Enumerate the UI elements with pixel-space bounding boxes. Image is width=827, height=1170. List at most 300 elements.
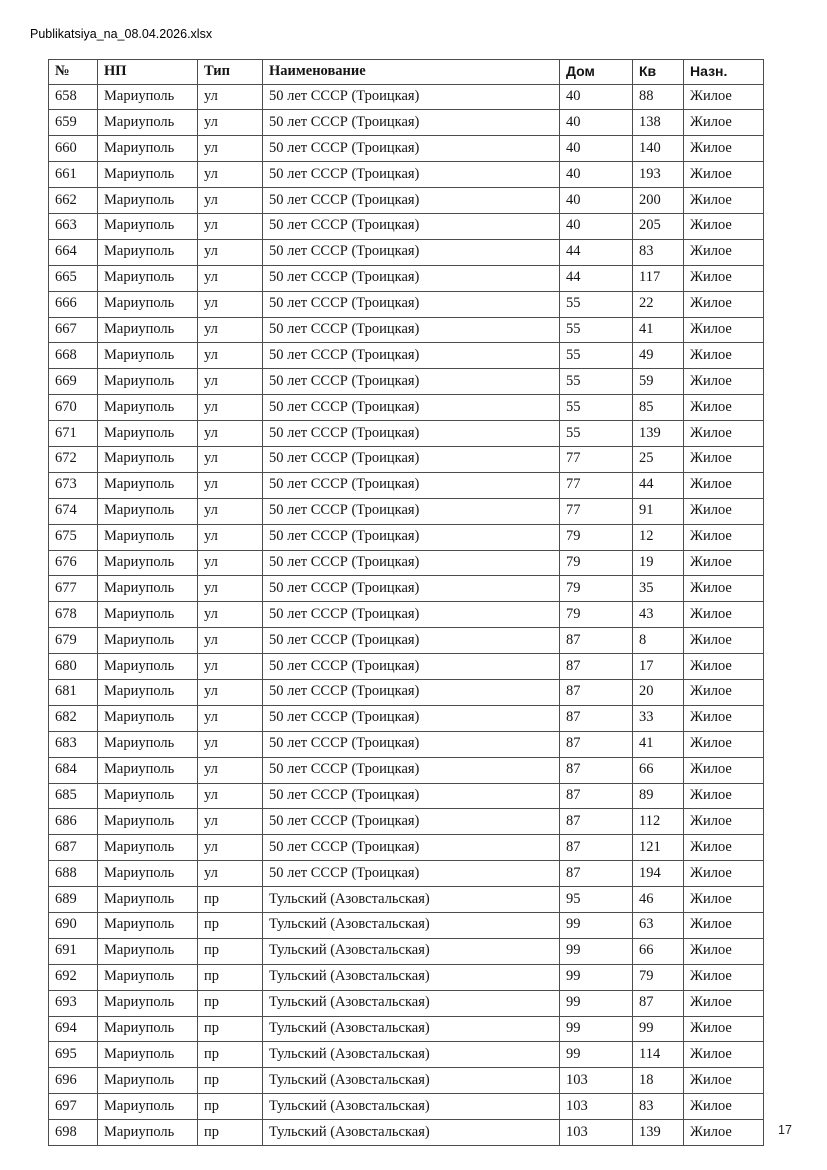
column-header-apt: Кв — [633, 60, 684, 85]
cell-name: 50 лет СССР (Троицкая) — [263, 291, 560, 317]
cell-purpose: Жилое — [684, 628, 764, 654]
cell-np: Мариуполь — [98, 524, 198, 550]
cell-house: 40 — [560, 213, 633, 239]
cell-apt: 194 — [633, 861, 684, 887]
cell-num: 686 — [49, 809, 98, 835]
cell-purpose: Жилое — [684, 1068, 764, 1094]
cell-np: Мариуполь — [98, 1068, 198, 1094]
cell-purpose: Жилое — [684, 524, 764, 550]
cell-purpose: Жилое — [684, 705, 764, 731]
cell-num: 666 — [49, 291, 98, 317]
table-row — [49, 395, 764, 421]
cell-apt: 79 — [633, 964, 684, 990]
cell-house: 40 — [560, 162, 633, 188]
table-row — [49, 188, 764, 214]
cell-apt: 138 — [633, 110, 684, 136]
cell-name: 50 лет СССР (Троицкая) — [263, 446, 560, 472]
cell-purpose: Жилое — [684, 265, 764, 291]
cell-apt: 99 — [633, 1016, 684, 1042]
cell-name: Тульский (Азовстальская) — [263, 1068, 560, 1094]
table-row — [49, 1068, 764, 1094]
cell-name: 50 лет СССР (Троицкая) — [263, 550, 560, 576]
cell-type: пр — [198, 1094, 263, 1120]
cell-house: 99 — [560, 1042, 633, 1068]
table-row — [49, 861, 764, 887]
cell-apt: 89 — [633, 783, 684, 809]
cell-name: 50 лет СССР (Троицкая) — [263, 705, 560, 731]
cell-apt: 193 — [633, 162, 684, 188]
cell-name: 50 лет СССР (Троицкая) — [263, 213, 560, 239]
cell-apt: 44 — [633, 472, 684, 498]
cell-purpose: Жилое — [684, 602, 764, 628]
cell-type: ул — [198, 757, 263, 783]
cell-type: пр — [198, 990, 263, 1016]
cell-house: 77 — [560, 472, 633, 498]
cell-name: 50 лет СССР (Троицкая) — [263, 343, 560, 369]
table-row — [49, 628, 764, 654]
table-row — [49, 110, 764, 136]
cell-house: 79 — [560, 602, 633, 628]
cell-type: пр — [198, 913, 263, 939]
cell-apt: 66 — [633, 757, 684, 783]
cell-type: ул — [198, 472, 263, 498]
cell-apt: 91 — [633, 498, 684, 524]
cell-house: 87 — [560, 861, 633, 887]
cell-type: пр — [198, 964, 263, 990]
cell-apt: 66 — [633, 938, 684, 964]
table-row — [49, 809, 764, 835]
cell-num: 688 — [49, 861, 98, 887]
cell-house: 103 — [560, 1120, 633, 1146]
cell-name: 50 лет СССР (Троицкая) — [263, 472, 560, 498]
cell-num: 658 — [49, 84, 98, 110]
page-number: 17 — [778, 1123, 792, 1137]
cell-np: Мариуполь — [98, 654, 198, 680]
cell-apt: 121 — [633, 835, 684, 861]
column-header-np: НП — [98, 60, 198, 85]
cell-num: 670 — [49, 395, 98, 421]
cell-num: 691 — [49, 938, 98, 964]
cell-apt: 33 — [633, 705, 684, 731]
cell-house: 99 — [560, 938, 633, 964]
cell-name: 50 лет СССР (Троицкая) — [263, 576, 560, 602]
cell-apt: 19 — [633, 550, 684, 576]
cell-np: Мариуполь — [98, 1094, 198, 1120]
cell-type: ул — [198, 84, 263, 110]
cell-apt: 87 — [633, 990, 684, 1016]
cell-np: Мариуполь — [98, 213, 198, 239]
cell-house: 79 — [560, 524, 633, 550]
cell-type: ул — [198, 343, 263, 369]
table-row — [49, 887, 764, 913]
cell-name: 50 лет СССР (Троицкая) — [263, 809, 560, 835]
cell-num: 668 — [49, 343, 98, 369]
cell-np: Мариуполь — [98, 990, 198, 1016]
cell-name: Тульский (Азовстальская) — [263, 964, 560, 990]
table-row — [49, 964, 764, 990]
cell-name: 50 лет СССР (Троицкая) — [263, 162, 560, 188]
cell-np: Мариуполь — [98, 757, 198, 783]
table-row — [49, 84, 764, 110]
cell-type: ул — [198, 395, 263, 421]
cell-np: Мариуполь — [98, 369, 198, 395]
cell-num: 685 — [49, 783, 98, 809]
cell-num: 674 — [49, 498, 98, 524]
table-row — [49, 162, 764, 188]
cell-apt: 83 — [633, 239, 684, 265]
table-row — [49, 679, 764, 705]
column-header-num: № — [49, 60, 98, 85]
cell-type: ул — [198, 679, 263, 705]
cell-apt: 17 — [633, 654, 684, 680]
table-row — [49, 835, 764, 861]
cell-np: Мариуполь — [98, 602, 198, 628]
cell-house: 99 — [560, 1016, 633, 1042]
column-header-house: Дом — [560, 60, 633, 85]
cell-name: 50 лет СССР (Троицкая) — [263, 628, 560, 654]
table-row — [49, 317, 764, 343]
cell-np: Мариуполь — [98, 679, 198, 705]
cell-type: ул — [198, 783, 263, 809]
table-row — [49, 498, 764, 524]
cell-house: 87 — [560, 705, 633, 731]
cell-type: ул — [198, 602, 263, 628]
cell-np: Мариуполь — [98, 84, 198, 110]
cell-num: 659 — [49, 110, 98, 136]
cell-np: Мариуполь — [98, 964, 198, 990]
table-row — [49, 576, 764, 602]
cell-type: ул — [198, 731, 263, 757]
cell-np: Мариуполь — [98, 162, 198, 188]
column-header-type: Тип — [198, 60, 263, 85]
cell-house: 95 — [560, 887, 633, 913]
cell-type: пр — [198, 1042, 263, 1068]
cell-house: 55 — [560, 291, 633, 317]
cell-apt: 22 — [633, 291, 684, 317]
cell-name: 50 лет СССР (Троицкая) — [263, 757, 560, 783]
table-row — [49, 1042, 764, 1068]
cell-name: 50 лет СССР (Троицкая) — [263, 136, 560, 162]
cell-name: 50 лет СССР (Троицкая) — [263, 524, 560, 550]
cell-purpose: Жилое — [684, 317, 764, 343]
cell-name: 50 лет СССР (Троицкая) — [263, 84, 560, 110]
cell-apt: 49 — [633, 343, 684, 369]
cell-np: Мариуполь — [98, 1120, 198, 1146]
cell-name: Тульский (Азовстальская) — [263, 1094, 560, 1120]
cell-type: ул — [198, 524, 263, 550]
cell-type: ул — [198, 369, 263, 395]
table-row — [49, 602, 764, 628]
cell-purpose: Жилое — [684, 162, 764, 188]
cell-purpose: Жилое — [684, 136, 764, 162]
cell-name: 50 лет СССР (Троицкая) — [263, 731, 560, 757]
cell-np: Мариуполь — [98, 1042, 198, 1068]
cell-purpose: Жилое — [684, 188, 764, 214]
cell-np: Мариуполь — [98, 628, 198, 654]
cell-type: ул — [198, 213, 263, 239]
table-row — [49, 524, 764, 550]
cell-type: ул — [198, 628, 263, 654]
cell-purpose: Жилое — [684, 1016, 764, 1042]
cell-house: 99 — [560, 990, 633, 1016]
cell-np: Мариуполь — [98, 395, 198, 421]
cell-apt: 8 — [633, 628, 684, 654]
cell-type: ул — [198, 136, 263, 162]
cell-apt: 43 — [633, 602, 684, 628]
cell-house: 87 — [560, 835, 633, 861]
cell-num: 698 — [49, 1120, 98, 1146]
cell-np: Мариуполь — [98, 239, 198, 265]
cell-np: Мариуполь — [98, 1016, 198, 1042]
cell-type: пр — [198, 1016, 263, 1042]
cell-name: 50 лет СССР (Троицкая) — [263, 395, 560, 421]
table-row — [49, 731, 764, 757]
cell-type: ул — [198, 162, 263, 188]
cell-apt: 140 — [633, 136, 684, 162]
cell-purpose: Жилое — [684, 964, 764, 990]
table-row — [49, 1016, 764, 1042]
cell-type: ул — [198, 239, 263, 265]
cell-purpose: Жилое — [684, 1120, 764, 1146]
cell-num: 683 — [49, 731, 98, 757]
cell-purpose: Жилое — [684, 343, 764, 369]
cell-apt: 114 — [633, 1042, 684, 1068]
cell-num: 697 — [49, 1094, 98, 1120]
cell-name: 50 лет СССР (Троицкая) — [263, 602, 560, 628]
cell-purpose: Жилое — [684, 1094, 764, 1120]
table-row — [49, 446, 764, 472]
cell-name: Тульский (Азовстальская) — [263, 913, 560, 939]
cell-num: 676 — [49, 550, 98, 576]
cell-name: Тульский (Азовстальская) — [263, 938, 560, 964]
cell-num: 680 — [49, 654, 98, 680]
cell-apt: 88 — [633, 84, 684, 110]
table-row — [49, 136, 764, 162]
cell-num: 684 — [49, 757, 98, 783]
cell-type: ул — [198, 291, 263, 317]
cell-type: ул — [198, 265, 263, 291]
cell-purpose: Жилое — [684, 213, 764, 239]
cell-np: Мариуполь — [98, 913, 198, 939]
cell-house: 77 — [560, 498, 633, 524]
cell-np: Мариуполь — [98, 809, 198, 835]
cell-type: ул — [198, 576, 263, 602]
cell-purpose: Жилое — [684, 498, 764, 524]
cell-type: ул — [198, 317, 263, 343]
cell-purpose: Жилое — [684, 757, 764, 783]
table-row — [49, 705, 764, 731]
cell-type: ул — [198, 861, 263, 887]
cell-name: 50 лет СССР (Троицкая) — [263, 783, 560, 809]
address-table — [48, 59, 764, 1146]
cell-num: 692 — [49, 964, 98, 990]
table-row — [49, 1094, 764, 1120]
cell-type: ул — [198, 498, 263, 524]
cell-np: Мариуполь — [98, 705, 198, 731]
cell-purpose: Жилое — [684, 861, 764, 887]
cell-name: 50 лет СССР (Троицкая) — [263, 188, 560, 214]
cell-type: ул — [198, 550, 263, 576]
cell-num: 696 — [49, 1068, 98, 1094]
cell-house: 55 — [560, 343, 633, 369]
document-filename: Publikatsiya_na_08.04.2026.xlsx — [30, 27, 213, 41]
cell-apt: 35 — [633, 576, 684, 602]
cell-name: Тульский (Азовстальская) — [263, 1016, 560, 1042]
cell-np: Мариуполь — [98, 887, 198, 913]
cell-type: пр — [198, 1068, 263, 1094]
cell-purpose: Жилое — [684, 291, 764, 317]
table-row — [49, 550, 764, 576]
cell-type: ул — [198, 654, 263, 680]
table-body — [49, 84, 764, 1146]
cell-purpose: Жилое — [684, 239, 764, 265]
cell-num: 687 — [49, 835, 98, 861]
cell-house: 87 — [560, 757, 633, 783]
cell-apt: 59 — [633, 369, 684, 395]
table-row — [49, 654, 764, 680]
cell-house: 99 — [560, 913, 633, 939]
cell-name: 50 лет СССР (Троицкая) — [263, 654, 560, 680]
column-header-purpose: Назн. — [684, 60, 764, 85]
cell-house: 103 — [560, 1068, 633, 1094]
table-row — [49, 938, 764, 964]
cell-house: 87 — [560, 809, 633, 835]
cell-house: 79 — [560, 576, 633, 602]
cell-apt: 117 — [633, 265, 684, 291]
cell-np: Мариуполь — [98, 835, 198, 861]
cell-num: 663 — [49, 213, 98, 239]
cell-name: Тульский (Азовстальская) — [263, 1120, 560, 1146]
cell-purpose: Жилое — [684, 679, 764, 705]
cell-np: Мариуполь — [98, 498, 198, 524]
cell-num: 669 — [49, 369, 98, 395]
cell-house: 99 — [560, 964, 633, 990]
cell-np: Мариуполь — [98, 861, 198, 887]
cell-type: ул — [198, 835, 263, 861]
cell-num: 660 — [49, 136, 98, 162]
cell-purpose: Жилое — [684, 654, 764, 680]
cell-house: 87 — [560, 628, 633, 654]
cell-apt: 83 — [633, 1094, 684, 1120]
table-row — [49, 291, 764, 317]
table-row — [49, 213, 764, 239]
cell-apt: 18 — [633, 1068, 684, 1094]
cell-num: 678 — [49, 602, 98, 628]
cell-np: Мариуполь — [98, 576, 198, 602]
cell-num: 662 — [49, 188, 98, 214]
cell-apt: 205 — [633, 213, 684, 239]
cell-np: Мариуполь — [98, 421, 198, 447]
table-row — [49, 783, 764, 809]
cell-purpose: Жилое — [684, 809, 764, 835]
cell-purpose: Жилое — [684, 421, 764, 447]
table-row — [49, 343, 764, 369]
cell-num: 675 — [49, 524, 98, 550]
cell-np: Мариуполь — [98, 265, 198, 291]
cell-num: 690 — [49, 913, 98, 939]
cell-apt: 25 — [633, 446, 684, 472]
cell-name: 50 лет СССР (Троицкая) — [263, 317, 560, 343]
table-header-row — [49, 60, 764, 85]
cell-np: Мариуполь — [98, 343, 198, 369]
cell-num: 679 — [49, 628, 98, 654]
cell-purpose: Жилое — [684, 369, 764, 395]
cell-name: 50 лет СССР (Троицкая) — [263, 369, 560, 395]
cell-np: Мариуполь — [98, 317, 198, 343]
cell-purpose: Жилое — [684, 110, 764, 136]
cell-num: 677 — [49, 576, 98, 602]
cell-np: Мариуполь — [98, 446, 198, 472]
cell-house: 87 — [560, 654, 633, 680]
table-row — [49, 913, 764, 939]
cell-num: 695 — [49, 1042, 98, 1068]
cell-num: 694 — [49, 1016, 98, 1042]
cell-name: 50 лет СССР (Троицкая) — [263, 110, 560, 136]
cell-np: Мариуполь — [98, 110, 198, 136]
cell-name: 50 лет СССР (Троицкая) — [263, 498, 560, 524]
cell-purpose: Жилое — [684, 731, 764, 757]
cell-apt: 12 — [633, 524, 684, 550]
cell-num: 689 — [49, 887, 98, 913]
cell-type: пр — [198, 1120, 263, 1146]
cell-house: 55 — [560, 395, 633, 421]
cell-apt: 200 — [633, 188, 684, 214]
cell-purpose: Жилое — [684, 84, 764, 110]
cell-np: Мариуполь — [98, 136, 198, 162]
cell-house: 79 — [560, 550, 633, 576]
cell-purpose: Жилое — [684, 938, 764, 964]
cell-purpose: Жилое — [684, 783, 764, 809]
cell-house: 40 — [560, 136, 633, 162]
table-row — [49, 757, 764, 783]
cell-type: пр — [198, 938, 263, 964]
cell-num: 667 — [49, 317, 98, 343]
cell-num: 673 — [49, 472, 98, 498]
cell-house: 55 — [560, 421, 633, 447]
cell-purpose: Жилое — [684, 913, 764, 939]
cell-type: ул — [198, 705, 263, 731]
table-row — [49, 472, 764, 498]
cell-num: 664 — [49, 239, 98, 265]
cell-apt: 41 — [633, 731, 684, 757]
cell-house: 40 — [560, 110, 633, 136]
cell-np: Мариуполь — [98, 731, 198, 757]
cell-house: 77 — [560, 446, 633, 472]
cell-name: 50 лет СССР (Троицкая) — [263, 421, 560, 447]
cell-type: пр — [198, 887, 263, 913]
cell-house: 87 — [560, 679, 633, 705]
cell-type: ул — [198, 188, 263, 214]
cell-name: 50 лет СССР (Троицкая) — [263, 861, 560, 887]
table-row — [49, 1120, 764, 1146]
cell-name: Тульский (Азовстальская) — [263, 887, 560, 913]
cell-house: 40 — [560, 84, 633, 110]
cell-house: 40 — [560, 188, 633, 214]
cell-house: 103 — [560, 1094, 633, 1120]
cell-np: Мариуполь — [98, 291, 198, 317]
cell-apt: 63 — [633, 913, 684, 939]
cell-purpose: Жилое — [684, 446, 764, 472]
cell-num: 672 — [49, 446, 98, 472]
cell-np: Мариуполь — [98, 938, 198, 964]
cell-purpose: Жилое — [684, 472, 764, 498]
cell-num: 671 — [49, 421, 98, 447]
cell-purpose: Жилое — [684, 395, 764, 421]
table-row — [49, 369, 764, 395]
cell-type: ул — [198, 110, 263, 136]
cell-apt: 85 — [633, 395, 684, 421]
cell-purpose: Жилое — [684, 1042, 764, 1068]
